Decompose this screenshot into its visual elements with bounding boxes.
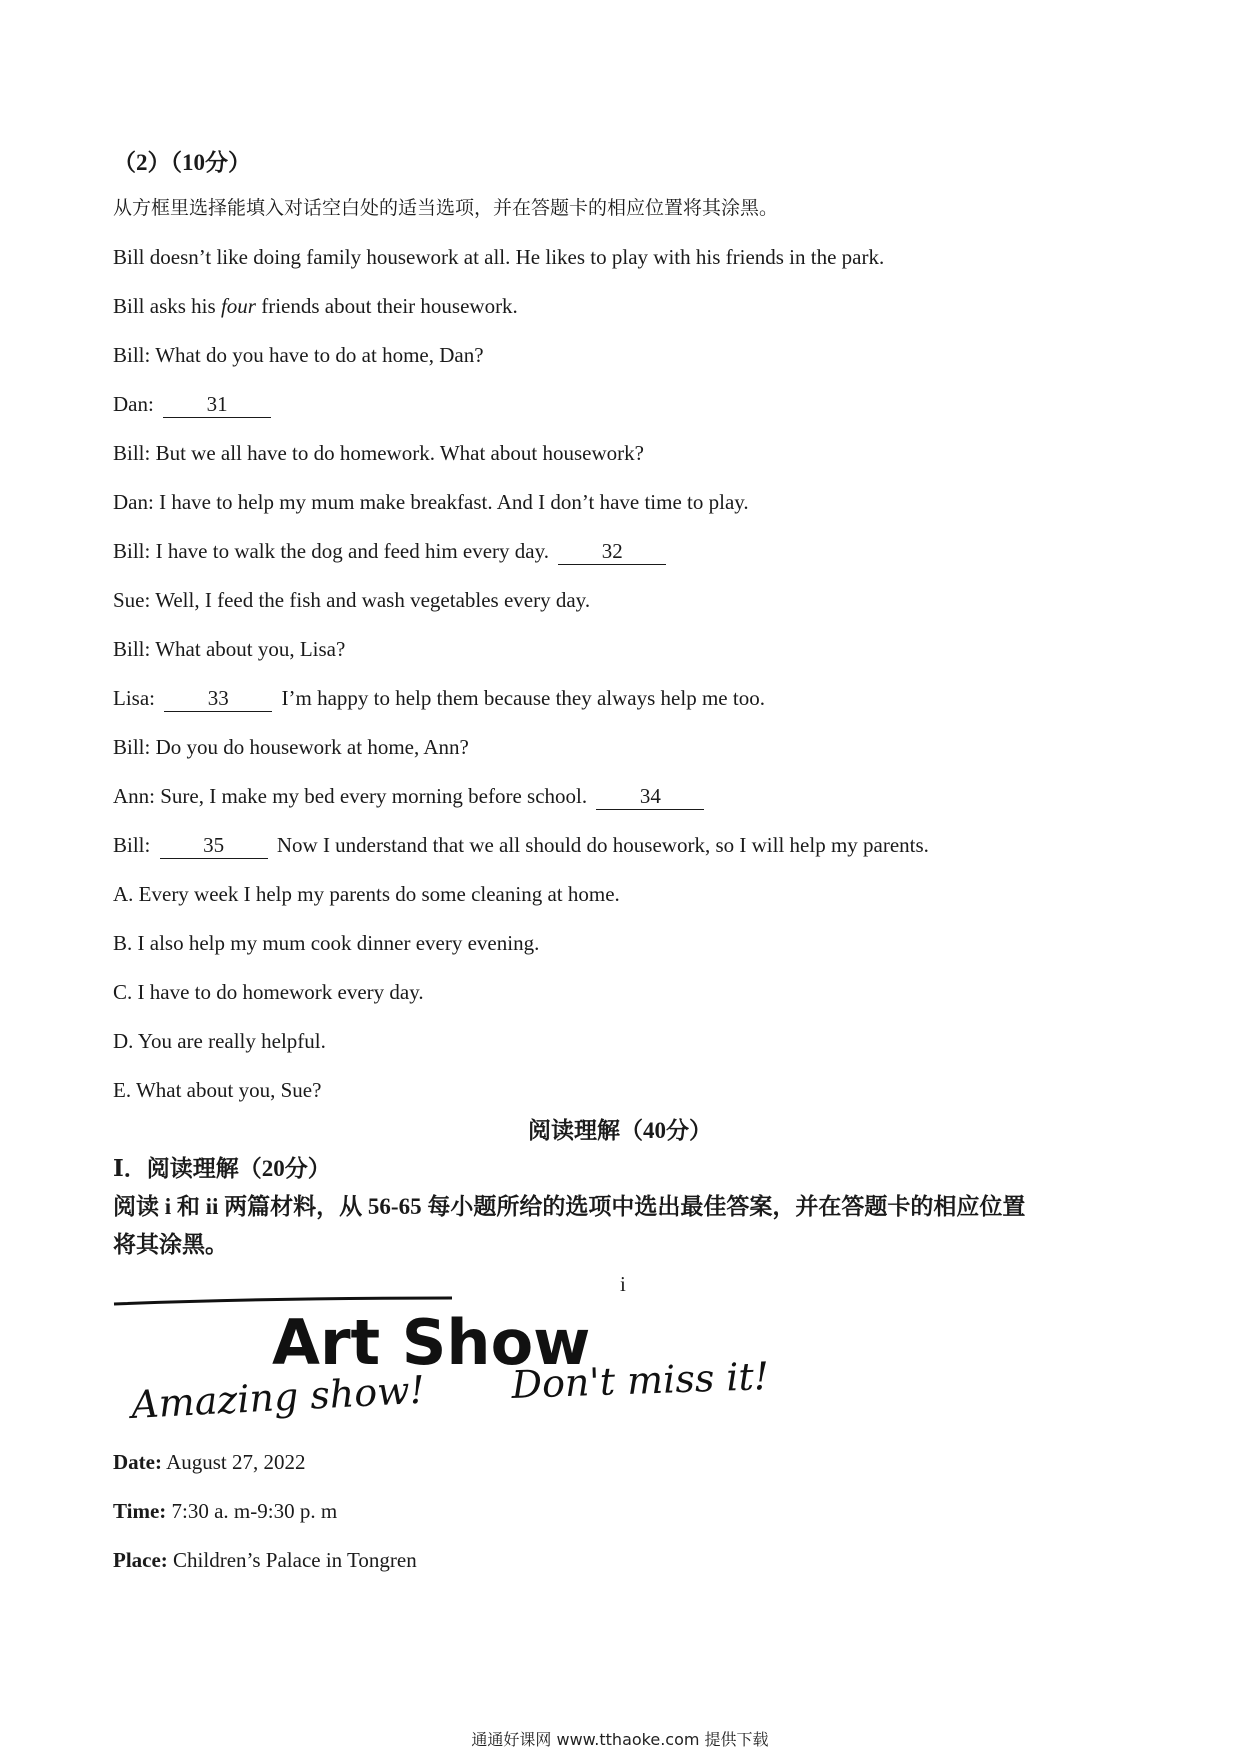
part1-heading: Ⅰ．阅读理解（20分） xyxy=(113,1156,331,1181)
dialogue-line: Bill: What do you have to do at home, Dan? xyxy=(113,343,484,367)
event-date: Date: August 27, 2022 xyxy=(113,1450,306,1474)
dialogue-line: Bill: But we all have to do homework. What about housework? xyxy=(113,441,644,465)
art-show-banner xyxy=(112,1292,852,1432)
reading-instruction-1: 阅读 i 和 ii 两篇材料，从 56-65 每小题所给的选项中选出最佳答案，并在答题卡的相应位置 xyxy=(113,1194,1026,1219)
passage-label: i xyxy=(620,1272,626,1296)
reading-title: 阅读理解（40分） xyxy=(528,1118,712,1143)
intro-line-2: Bill asks his four friends about their housework. xyxy=(113,294,518,318)
dialogue-line: Dan: I have to help my mum make breakfast. And I don’t have time to play. xyxy=(113,490,749,514)
page-footer: 通通好课网 www.tthaoke.com 提供下载 xyxy=(471,1730,769,1749)
option-d: D. You are really helpful. xyxy=(113,1029,326,1053)
banner-stroke xyxy=(114,1298,452,1304)
banner-slogan-right: Don't miss it! xyxy=(510,1354,770,1407)
emphasis-word: four xyxy=(220,294,256,318)
option-b: B. I also help my mum cook dinner every evening. xyxy=(113,931,540,955)
dialogue-line: Bill: 35 Now I understand that we all should do housework, so I will help my parents. xyxy=(113,833,929,857)
dialogue-line: Bill: I have to walk the dog and feed him every day. 32 xyxy=(113,536,670,566)
answer-blank-31: 31 xyxy=(163,391,271,418)
intro-line-1: Bill doesn’t like doing family housework at all. He likes to play with his friends in the park. xyxy=(113,245,885,269)
dialogue-line: Dan: 31 xyxy=(113,389,275,419)
dialogue-line: Sue: Well, I feed the fish and wash vegetables every day. xyxy=(113,588,591,612)
dialogue-line: Ann: Sure, I make my bed every morning before school. 34 xyxy=(113,781,708,811)
option-a: A. Every week I help my parents do some cleaning at home. xyxy=(113,882,620,906)
option-c: C. I have to do homework every day. xyxy=(113,980,424,1004)
answer-blank-32: 32 xyxy=(558,538,666,565)
event-time: Time: 7:30 a. m-9:30 p. m xyxy=(113,1499,338,1523)
dialogue-line: Bill: Do you do housework at home, Ann? xyxy=(113,735,469,759)
answer-blank-33: 33 xyxy=(164,685,272,712)
dialogue-line: Lisa: 33 I’m happy to help them because they always help me too. xyxy=(113,686,765,710)
banner-slogan-left: Amazing show! xyxy=(130,1367,426,1427)
reading-instruction-2: 将其涂黑。 xyxy=(113,1232,228,1257)
section-instruction: 从方框里选择能填入对话空白处的适当选项，并在答题卡的相应位置将其涂黑。 xyxy=(113,197,779,219)
answer-blank-35: 35 xyxy=(160,832,268,859)
banner-title: Art Show xyxy=(272,1306,591,1379)
event-place: Place: Children’s Palace in Tongren xyxy=(113,1548,417,1572)
section-heading: （2）（10分） xyxy=(113,150,251,175)
option-e: E. What about you, Sue? xyxy=(113,1078,322,1102)
answer-blank-34: 34 xyxy=(596,783,704,810)
dialogue-line: Bill: What about you, Lisa? xyxy=(113,637,346,661)
